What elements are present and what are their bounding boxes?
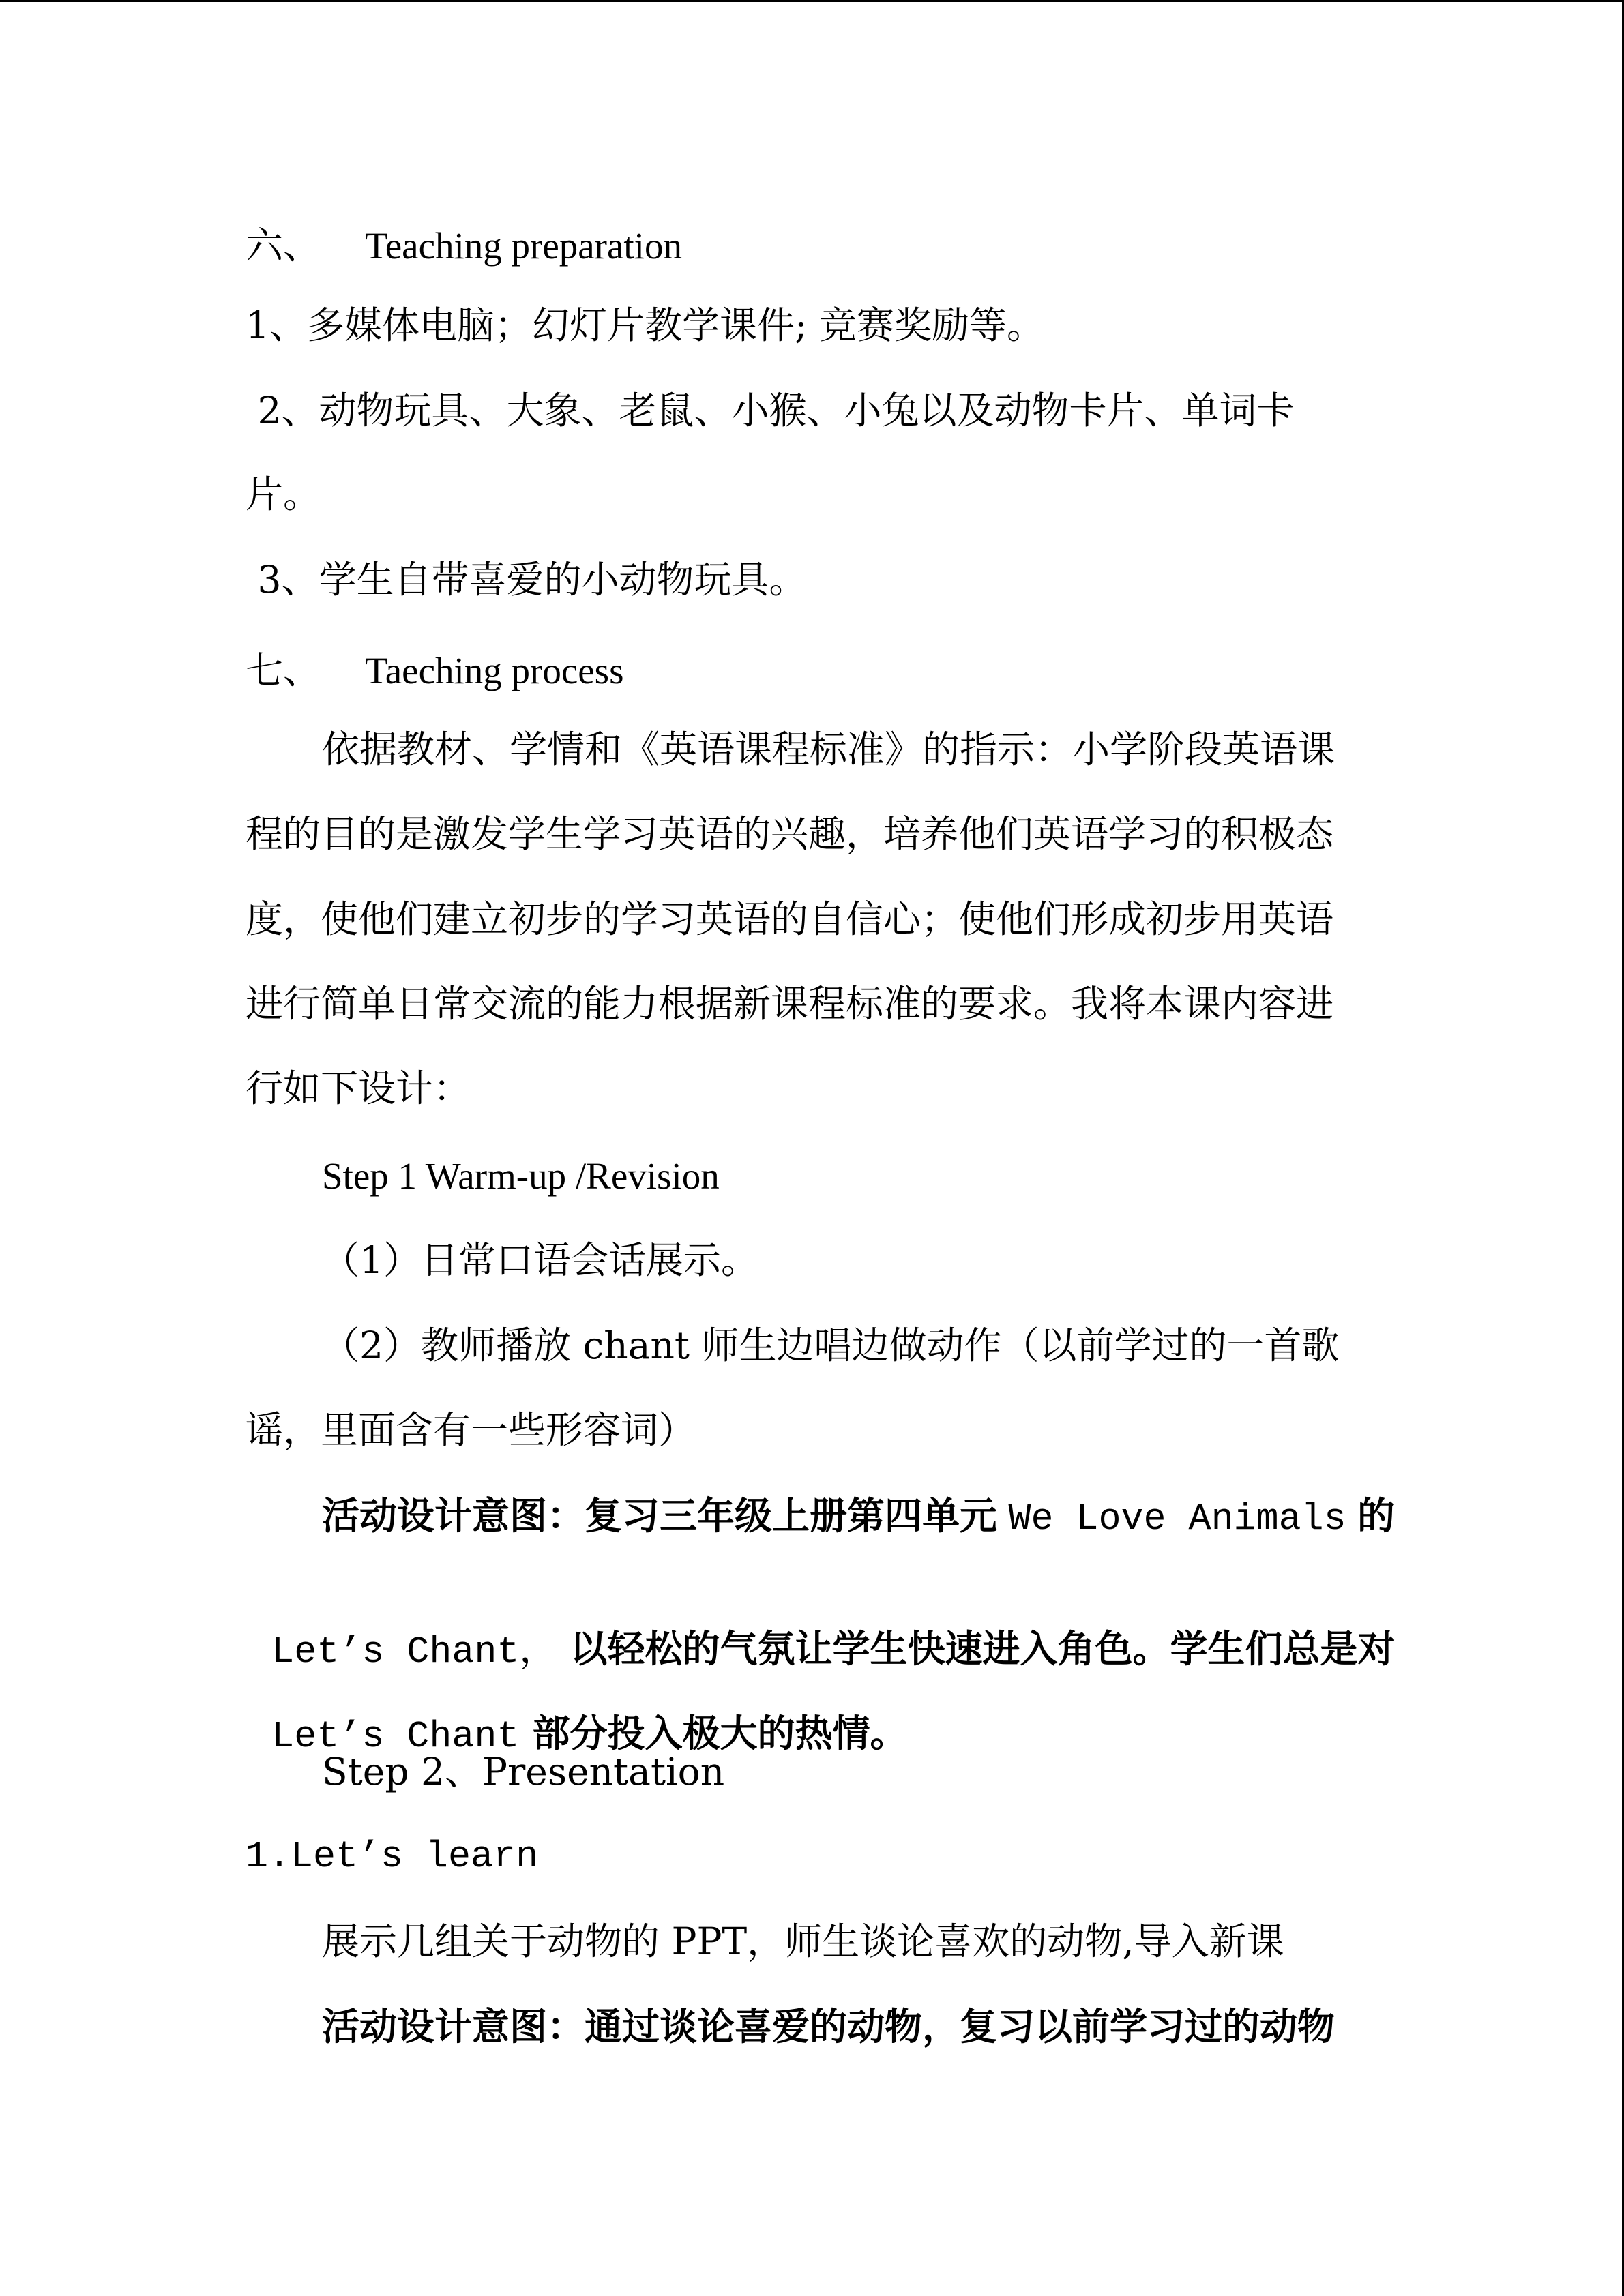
intent-1-line-1 (322, 1492, 1395, 1543)
prep-item-2-line-2: 片。 (246, 473, 321, 516)
section-6-title: Teaching preparation (365, 225, 682, 267)
intent-1-line-2-english: Let’s Chant， (271, 1630, 557, 1673)
intro-line-5: 行如下设计： (246, 1067, 471, 1110)
section-6-heading (246, 222, 682, 270)
step-1-item-1: （1）日常口语会话展示。 (322, 1238, 758, 1282)
step-1-item-2-line-1: （2）教师播放 chant 师生边唱边做动作（以前学过的一首歌 (322, 1324, 1340, 1367)
section-7-title: Taeching process (365, 650, 624, 691)
intro-line-1: 依据教材、学情和《英语课程标准》的指示：小学阶段英语课 (322, 728, 1335, 771)
intent-1-line-1-tail: 的 (1357, 1493, 1396, 1538)
intent-1-line-1-english: We Love Animals (1008, 1497, 1346, 1540)
prep-item-1: 1、多媒体电脑；幻灯片教学课件; 竞赛奖励等。 (246, 303, 1045, 347)
prep-item-3: 3、学生自带喜爱的小动物玩具。 (246, 558, 807, 601)
step-2-text: 展示几组关于动物的 PPT，师生谈论喜欢的动物,导入新课 (322, 1920, 1284, 1963)
intro-line-3: 度，使他们建立初步的学习英语的自信心；使他们形成初步用英语 (246, 897, 1334, 941)
page-border-top (0, 0, 1624, 2)
section-6-number: 六、 (246, 224, 321, 267)
step-1-item-2-line-2: 谣，里面含有一些形容词） (246, 1408, 696, 1452)
step-2-sub-1: 1.Let’s learn (246, 1835, 539, 1878)
intent-2-line-1: 活动设计意图：通过谈论喜爱的动物，复习以前学习过的动物 (322, 2004, 1335, 2048)
intent-1-line-3-english: Let’s Chant (271, 1715, 520, 1758)
step-2-title: Step 2、Presentation (322, 1750, 725, 1793)
intent-1-line-3-text: 部分投入极大的热情。 (519, 1711, 908, 1755)
intent-1-line-2-text: 以轻松的气氛让学生快速进入角色。学生们总是对 (557, 1626, 1396, 1671)
step-1-title: Step 1 Warm-up /Revision (322, 1155, 720, 1197)
intent-1-line-3 (246, 1662, 908, 1761)
prep-item-2-line-1: 2、动物玩具、大象、老鼠、小猴、小兔以及动物卡片、单词卡 (246, 389, 1295, 432)
intent-1-line-1-text: 活动设计意图：复习三年级上册第四单元 (322, 1493, 998, 1538)
intro-line-4: 进行简单日常交流的能力根据新课程标准的要求。我将本课内容进 (246, 982, 1334, 1026)
section-7-heading (246, 646, 623, 695)
intro-line-2: 程的目的是激发学生学习英语的兴趣，培养他们英语学习的积极态 (246, 812, 1334, 856)
section-7-number: 七、 (246, 648, 321, 692)
